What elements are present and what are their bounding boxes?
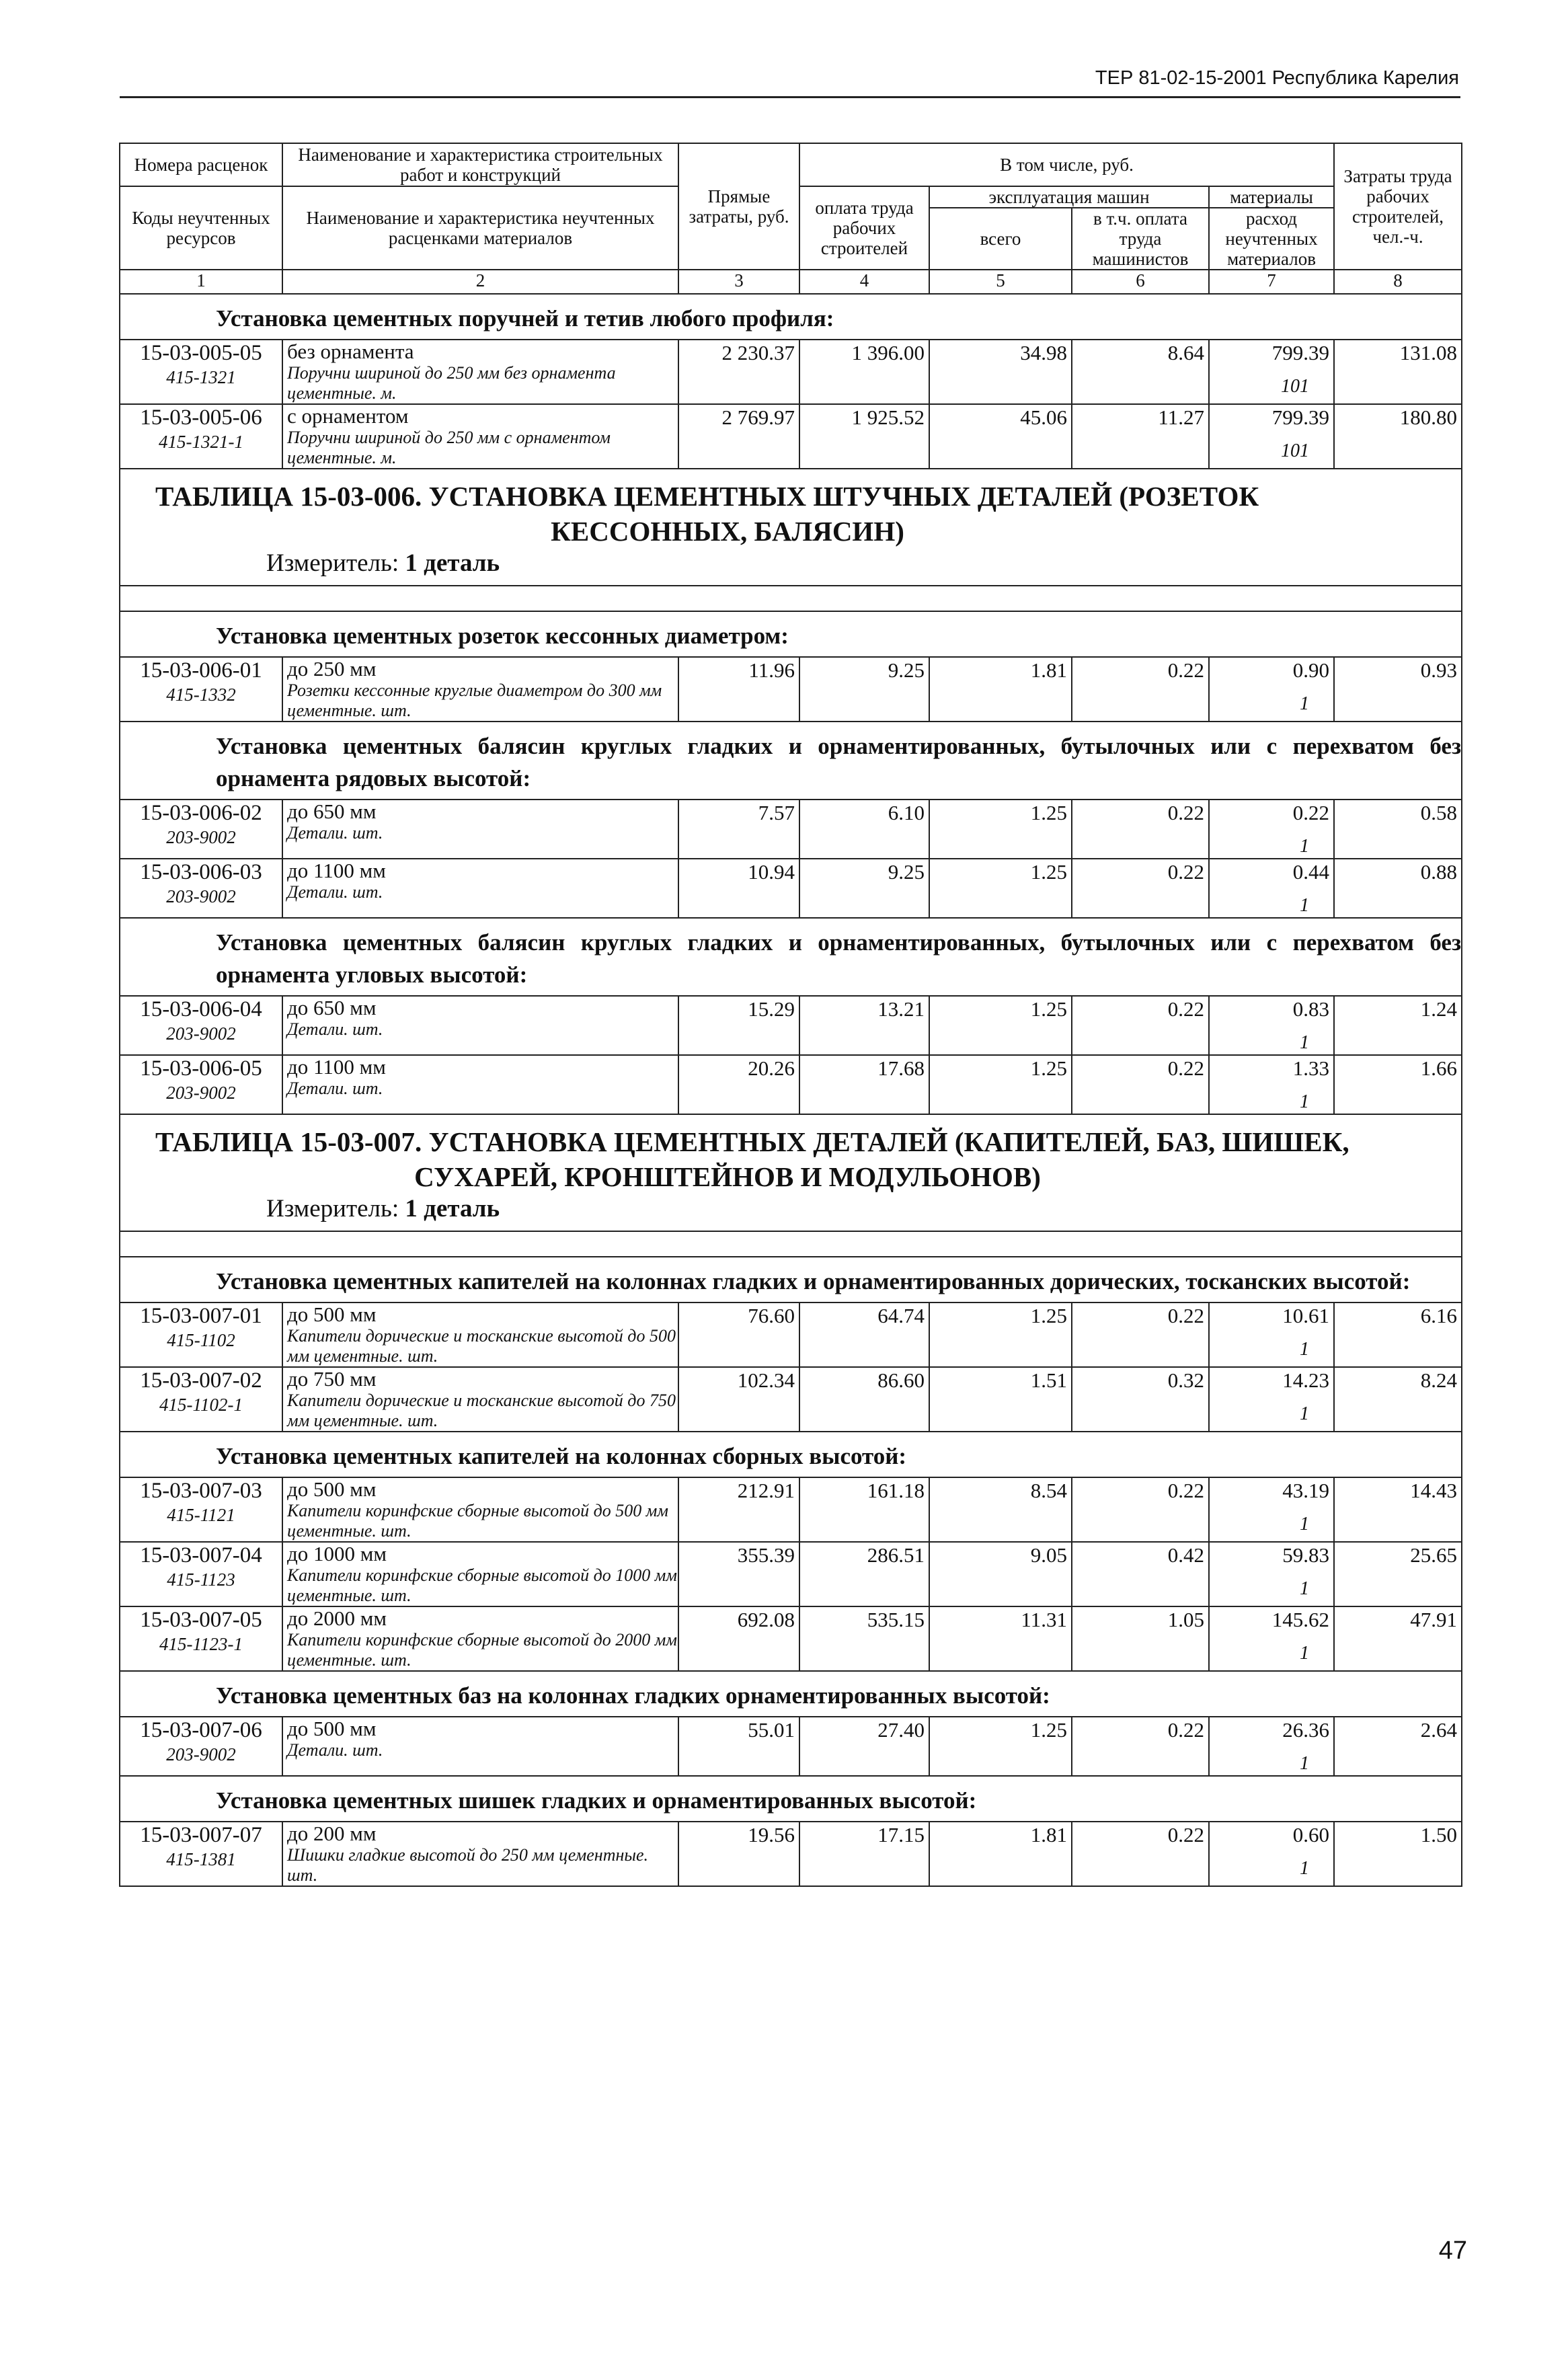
resource-code: 415-1381 [166,1849,236,1869]
table-row [120,1606,1462,1671]
materials-cost: 14.23 [1282,1368,1330,1392]
col-number: 4 [799,270,929,294]
table-title-block [120,469,1462,586]
labor-cost: 25.65 [1334,1542,1462,1606]
work-name: до 500 мм [287,1477,377,1501]
measure-label: Измеритель: [266,1195,399,1222]
wages-cost: 1 925.52 [799,404,929,469]
col-number: 3 [678,270,799,294]
rate-code-cell [120,657,282,722]
rate-code: 15-03-006-05 [140,1056,262,1081]
section-row [120,1776,1462,1822]
materials-cost: 26.36 [1282,1718,1330,1742]
resource-code: 203-9002 [166,827,236,847]
material-consumption: 1 [1300,1339,1310,1360]
machines-cost: 1.25 [929,1055,1072,1114]
rate-code-cell [120,859,282,918]
materials-cell [1209,996,1334,1055]
machines-cost: 1.81 [929,1822,1072,1886]
labor-cost: 14.43 [1334,1477,1462,1542]
material-consumption: 101 [1281,440,1310,461]
materials-cell [1209,1606,1334,1671]
work-name-cell [282,1367,678,1432]
material-name: Капители коринфские сборные высотой до 2000 мм цементные. шт. [287,1630,677,1670]
work-name-cell [282,1717,678,1776]
machinist-wages: 0.22 [1072,996,1209,1055]
direct-cost: 20.26 [678,1055,799,1114]
col-mach-total-header: всего [929,208,1072,270]
wages-cost: 535.15 [799,1606,929,1671]
material-name: Поручни шириной до 250 мм с орнаментом цементные. м. [287,428,611,467]
machinist-wages: 0.32 [1072,1367,1209,1432]
resource-code: 415-1123 [167,1569,235,1590]
materials-cell [1209,1717,1334,1776]
rate-code-cell [120,1717,282,1776]
resource-code: 415-1123-1 [159,1634,243,1654]
machinist-wages: 1.05 [1072,1606,1209,1671]
col-mat-name-header: Наименование и характеристика неучтенных расценками материалов [282,186,678,270]
labor-cost: 131.08 [1334,340,1462,404]
work-name-cell [282,404,678,469]
materials-cell [1209,657,1334,722]
table-row [120,859,1462,918]
document-header: ТЕР 81-02-15-2001 Республика Карелия [1095,67,1459,89]
material-name: Шишки гладкие высотой до 250 мм цементные. шт. [287,1845,649,1885]
direct-cost: 692.08 [678,1606,799,1671]
wages-cost: 9.25 [799,657,929,722]
resource-code: 415-1121 [167,1505,235,1525]
work-name-cell [282,1606,678,1671]
materials-cost: 1.33 [1292,1056,1330,1080]
table-row [120,404,1462,469]
measure-label: Измеритель: [266,549,399,577]
materials-cost: 0.90 [1292,658,1330,682]
rate-code: 15-03-006-03 [140,860,262,884]
work-name-cell [282,1477,678,1542]
col-materials-header: материалы [1209,186,1334,208]
section-title: Установка цементных капителей на колоннах гладких и орнаментированных дорических, тосканских высотой: [120,1257,1462,1303]
work-name: до 500 мм [287,1717,377,1740]
materials-cell [1209,1477,1334,1542]
material-consumption: 1 [1300,1514,1310,1534]
work-name-cell [282,1303,678,1367]
machinist-wages: 0.22 [1072,800,1209,859]
spacer-row [120,1231,1462,1257]
col-number: 6 [1072,270,1209,294]
machines-cost: 9.05 [929,1542,1072,1606]
resource-code: 203-9002 [166,1744,236,1764]
labor-cost: 47.91 [1334,1606,1462,1671]
rate-code-cell [120,1055,282,1114]
work-name-cell [282,1055,678,1114]
rate-code: 15-03-007-07 [140,1823,262,1847]
machinist-wages: 0.22 [1072,1822,1209,1886]
measure-line [155,549,1461,578]
work-name-cell [282,800,678,859]
section-row [120,722,1462,800]
materials-cost: 799.39 [1271,405,1330,429]
labor-cost: 1.50 [1334,1822,1462,1886]
materials-cost: 0.22 [1292,801,1330,824]
material-consumption: 1 [1300,1643,1310,1664]
rate-code-cell [120,996,282,1055]
col-mat-cons-header: расход неучтенных материалов [1209,208,1334,270]
materials-cell [1209,1542,1334,1606]
section-title: Установка цементных капителей на колоннах сборных высотой: [120,1432,1462,1477]
col-res-codes-header: Коды неучтенных ресурсов [120,186,282,270]
machinist-wages: 11.27 [1072,404,1209,469]
resource-code: 415-1321 [166,367,236,387]
materials-cost: 59.83 [1282,1543,1330,1567]
materials-cell [1209,404,1334,469]
material-name: Детали. шт. [287,1740,383,1760]
col-wages-header: оплата труда рабочих строителей [799,186,929,270]
work-name-cell [282,657,678,722]
labor-cost: 1.24 [1334,996,1462,1055]
labor-cost: 1.66 [1334,1055,1462,1114]
measure-value: 1 деталь [405,1195,500,1222]
machines-cost: 34.98 [929,340,1072,404]
table-row [120,800,1462,859]
material-name: Капители коринфские сборные высотой до 1000 мм цементные. шт. [287,1565,677,1605]
material-consumption: 1 [1300,1091,1310,1112]
section-title: Установка цементных шишек гладких и орнаментированных высотой: [120,1776,1462,1822]
work-name-cell [282,340,678,404]
labor-cost: 8.24 [1334,1367,1462,1432]
rate-code: 15-03-007-01 [140,1304,262,1328]
rate-code-cell [120,1542,282,1606]
section-row [120,1671,1462,1717]
rate-code: 15-03-007-06 [140,1718,262,1742]
work-name-cell [282,996,678,1055]
direct-cost: 2 230.37 [678,340,799,404]
machines-cost: 1.25 [929,1303,1072,1367]
table-row [120,1367,1462,1432]
section-row [120,1432,1462,1477]
labor-cost: 0.58 [1334,800,1462,859]
work-name: до 500 мм [287,1303,377,1326]
price-table [119,143,1462,1887]
table-title-row [120,1114,1462,1231]
rate-code: 15-03-007-02 [140,1368,262,1393]
materials-cell [1209,1822,1334,1886]
machines-cost: 1.25 [929,800,1072,859]
rate-code: 15-03-006-02 [140,801,262,825]
material-consumption: 101 [1281,376,1310,397]
col-number: 7 [1209,270,1334,294]
table-title-cont: СУХАРЕЙ, КРОНШТЕЙНОВ И МОДУЛЬОНОВ) [414,1161,1041,1192]
work-name-cell [282,1542,678,1606]
rate-code: 15-03-007-03 [140,1479,262,1503]
work-name: до 650 мм [287,800,377,823]
measure-value: 1 деталь [405,549,500,577]
material-consumption: 1 [1300,693,1310,714]
section-row [120,918,1462,996]
direct-cost: 10.94 [678,859,799,918]
col-codes-header: Номера расценок [120,143,282,186]
material-name: Капители дорические и тосканские высотой до 500 мм цементные. шт. [287,1326,676,1366]
rate-code: 15-03-006-01 [140,658,262,683]
rate-code-cell [120,404,282,469]
labor-cost: 0.93 [1334,657,1462,722]
materials-cost: 0.44 [1292,860,1330,884]
direct-cost: 2 769.97 [678,404,799,469]
spacer-cell [120,1231,1462,1257]
wages-cost: 9.25 [799,859,929,918]
labor-cost: 2.64 [1334,1717,1462,1776]
rate-code: 15-03-005-06 [140,405,262,430]
spacer-row [120,586,1462,611]
material-consumption: 1 [1300,1753,1310,1774]
direct-cost: 102.34 [678,1367,799,1432]
table-row [120,340,1462,404]
section-row [120,1257,1462,1303]
machinist-wages: 0.22 [1072,1055,1209,1114]
table-title-cont: КЕССОННЫХ, БАЛЯСИН) [551,516,904,547]
wages-cost: 1 396.00 [799,340,929,404]
measure-line [155,1194,1461,1224]
col-mach-wages-header: в т.ч. оплата труда машинистов [1072,208,1209,270]
section-title: Установка цементных балясин круглых гладких и орнаментированных, бутылочных или с перехватом без орнамента рядовых высотой: [120,722,1462,800]
direct-cost: 76.60 [678,1303,799,1367]
col-direct-header: Прямые затраты, руб. [678,143,799,270]
table-row [120,1822,1462,1886]
table-row [120,1477,1462,1542]
resource-code: 415-1321-1 [159,432,243,452]
rate-code-cell [120,800,282,859]
col-incl-header: В том числе, руб. [799,143,1334,186]
wages-cost: 64.74 [799,1303,929,1367]
col-number: 8 [1334,270,1462,294]
section-title: Установка цементных баз на колоннах гладких орнаментированных высотой: [120,1671,1462,1717]
material-consumption: 1 [1300,1403,1310,1424]
rate-code: 15-03-007-05 [140,1608,262,1632]
table-row [120,1717,1462,1776]
rate-code-cell [120,1822,282,1886]
machinist-wages: 0.22 [1072,1717,1209,1776]
labor-cost: 6.16 [1334,1303,1462,1367]
rate-code-cell [120,1606,282,1671]
section-title: Установка цементных балясин круглых гладких и орнаментированных, бутылочных или с перехватом без орнамента угловых высотой: [120,918,1462,996]
wages-cost: 161.18 [799,1477,929,1542]
material-consumption: 1 [1300,1578,1310,1599]
resource-code: 415-1102-1 [159,1395,243,1415]
material-name: Поручни шириной до 250 мм без орнамента цементные. м. [287,363,616,403]
materials-cost: 0.83 [1292,997,1330,1021]
machines-cost: 1.81 [929,657,1072,722]
table-title: ТАБЛИЦА 15-03-006. УСТАНОВКА ЦЕМЕНТНЫХ ШТУЧНЫХ ДЕТАЛЕЙ (РОЗЕТОК [155,481,1259,512]
work-name: до 2000 мм [287,1606,387,1630]
wages-cost: 13.21 [799,996,929,1055]
table-row [120,1303,1462,1367]
resource-code: 415-1332 [166,685,236,705]
rate-code: 15-03-006-04 [140,997,262,1021]
materials-cell [1209,1055,1334,1114]
table-head [120,143,1462,294]
material-consumption: 1 [1300,1858,1310,1879]
materials-cost: 799.39 [1271,341,1330,364]
resource-code: 203-9002 [166,1023,236,1044]
work-name-cell [282,1822,678,1886]
work-name: с орнаментом [287,404,409,428]
wages-cost: 86.60 [799,1367,929,1432]
col-machines-header: эксплуатация машин [929,186,1209,208]
work-name: до 200 мм [287,1822,377,1845]
table-title-row [120,469,1462,586]
rate-code: 15-03-007-04 [140,1543,262,1567]
machinist-wages: 0.42 [1072,1542,1209,1606]
machines-cost: 1.25 [929,1717,1072,1776]
work-name: до 250 мм [287,657,377,681]
section-title: Установка цементных поручней и тетив любого профиля: [120,294,1462,340]
machinist-wages: 0.22 [1072,1303,1209,1367]
work-name: до 1000 мм [287,1542,387,1565]
col-number: 5 [929,270,1072,294]
table-row [120,1542,1462,1606]
resource-code: 203-9002 [166,1083,236,1103]
materials-cost: 10.61 [1282,1304,1330,1327]
rate-code-cell [120,1477,282,1542]
work-name: до 650 мм [287,996,377,1019]
materials-cell [1209,1367,1334,1432]
labor-cost: 0.88 [1334,859,1462,918]
column-numbers-row [120,270,1462,294]
material-name: Капители коринфские сборные высотой до 500 мм цементные. шт. [287,1501,668,1541]
material-name: Детали. шт. [287,1019,383,1039]
resource-code: 203-9002 [166,886,236,906]
material-name: Детали. шт. [287,1079,383,1098]
wages-cost: 286.51 [799,1542,929,1606]
machines-cost: 1.51 [929,1367,1072,1432]
rate-code-cell [120,340,282,404]
col-labor-header: Затраты труда рабочих строителей, чел.-ч. [1334,143,1462,270]
col-name-header: Наименование и характеристика строительных работ и конструкций [282,143,678,186]
material-consumption: 1 [1300,1032,1310,1053]
table-row [120,1055,1462,1114]
materials-cell [1209,800,1334,859]
section-title: Установка цементных розеток кессонных диаметром: [120,611,1462,657]
col-number: 2 [282,270,678,294]
work-name: до 1100 мм [287,859,386,882]
table-body [120,294,1462,1886]
machinist-wages: 0.22 [1072,657,1209,722]
table-row [120,657,1462,722]
rate-code: 15-03-005-05 [140,341,262,365]
machines-cost: 8.54 [929,1477,1072,1542]
machines-cost: 1.25 [929,859,1072,918]
machines-cost: 45.06 [929,404,1072,469]
machines-cost: 11.31 [929,1606,1072,1671]
section-row [120,611,1462,657]
machinist-wages: 0.22 [1072,859,1209,918]
table-row [120,996,1462,1055]
rate-code-cell [120,1303,282,1367]
machinist-wages: 0.22 [1072,1477,1209,1542]
table-title: ТАБЛИЦА 15-03-007. УСТАНОВКА ЦЕМЕНТНЫХ ДЕТАЛЕЙ (КАПИТЕЛЕЙ, БАЗ, ШИШЕК, [155,1126,1349,1157]
direct-cost: 212.91 [678,1477,799,1542]
page-number: 47 [1438,2237,1467,2265]
direct-cost: 55.01 [678,1717,799,1776]
direct-cost: 19.56 [678,1822,799,1886]
material-consumption: 1 [1300,895,1310,916]
direct-cost: 7.57 [678,800,799,859]
work-name: до 750 мм [287,1367,377,1391]
spacer-cell [120,586,1462,611]
machines-cost: 1.25 [929,996,1072,1055]
section-row [120,294,1462,340]
table-title-block [120,1114,1462,1231]
wages-cost: 6.10 [799,800,929,859]
wages-cost: 27.40 [799,1717,929,1776]
wages-cost: 17.68 [799,1055,929,1114]
materials-cell [1209,340,1334,404]
rate-code-cell [120,1367,282,1432]
materials-cell [1209,859,1334,918]
col-number: 1 [120,270,282,294]
work-name: до 1100 мм [287,1055,386,1079]
header-rule [120,96,1460,98]
materials-cost: 43.19 [1282,1479,1330,1502]
material-name: Розетки кессонные круглые диаметром до 300 мм цементные. шт. [287,681,662,720]
direct-cost: 11.96 [678,657,799,722]
material-name: Детали. шт. [287,823,383,843]
material-name: Капители дорические и тосканские высотой до 750 мм цементные. шт. [287,1391,676,1430]
resource-code: 415-1102 [167,1330,235,1350]
work-name-cell [282,859,678,918]
labor-cost: 180.80 [1334,404,1462,469]
materials-cost: 145.62 [1271,1608,1330,1631]
materials-cell [1209,1303,1334,1367]
material-name: Детали. шт. [287,882,383,902]
wages-cost: 17.15 [799,1822,929,1886]
direct-cost: 15.29 [678,996,799,1055]
material-consumption: 1 [1300,836,1310,857]
machinist-wages: 8.64 [1072,340,1209,404]
direct-cost: 355.39 [678,1542,799,1606]
work-name: без орнамента [287,340,414,363]
materials-cost: 0.60 [1292,1823,1330,1847]
